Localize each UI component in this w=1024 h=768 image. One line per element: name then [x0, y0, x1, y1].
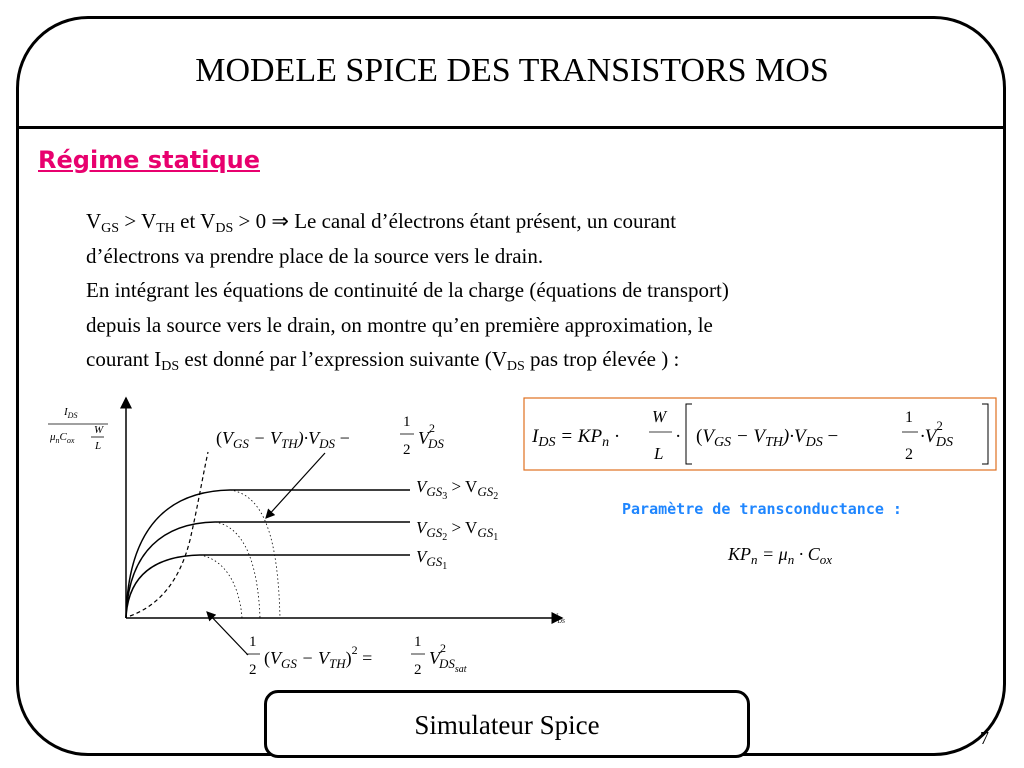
- svg-text:(VGS − VTH)2 =: $(V_{GS} - V_{TH})^2$ =: [264, 643, 373, 671]
- svg-text:IDS: $I_{DS}$: [64, 406, 78, 420]
- equation-linear-region: [216, 414, 444, 458]
- paragraph-line-1: $V_{GS} > V_{TH}$ et $V_{DS} > 0$ ⇒ Le canal d’électrons étant présent, un courant: [86, 209, 677, 236]
- svg-text:·V2DS: $\cdot V^2$ DS: [920, 418, 953, 450]
- paragraph-line-3: En intégrant les équations de continuité de la charge (équations de transport): [86, 278, 729, 302]
- svg-text:2: 2: [403, 442, 411, 458]
- svg-text:·: ·: [675, 426, 682, 447]
- svg-text:L: L: [654, 444, 664, 463]
- curve-vgs2: [126, 522, 410, 618]
- svg-text:2: 2: [905, 446, 913, 463]
- x-axis-label: $V_{DS}$: [552, 612, 565, 625]
- parabola-vgs3: [230, 490, 280, 618]
- svg-text:1: 1: [403, 414, 411, 430]
- paragraph-line-2: d’électrons va prendre place de la source vers le drain.: [86, 243, 544, 268]
- svg-text:μnCox: $\mu_nC_{ox}$: [50, 431, 75, 445]
- svg-text:V2DSsat: $V^2$ $DS_{sat}$: [429, 641, 467, 675]
- svg-text:VGS1: $V_{GS}1$: [416, 547, 448, 572]
- slide-title: MODELE SPICE DES TRANSISTORS MOS: [195, 52, 829, 89]
- y-axis-label: [48, 406, 108, 452]
- saturation-boundary: [130, 452, 208, 616]
- equation-saturation: [246, 634, 467, 678]
- paragraph-line-5: courant $I_{DS}$ est donné par l’expression suivante ($V_{DS}$ pas trop élevée ) :: [86, 347, 680, 374]
- svg-text:2: 2: [249, 662, 257, 678]
- svg-text:L: L: [95, 440, 102, 452]
- transconductance-label: Paramètre de transconductance :: [622, 500, 902, 518]
- svg-text:IDS = KPn ·: $I_{DS} = KP_n$ ·: [532, 426, 621, 450]
- kp-formula: [727, 544, 832, 567]
- svg-text:V2DS: $V^2$ DS: [418, 421, 444, 451]
- curve-labels: [416, 477, 498, 572]
- svg-text:VGS3 > VGS2: $V_{GS}3 > V_{GS}2$: [416, 477, 499, 502]
- page-number: 7: [980, 728, 989, 748]
- section-heading: Régime statique: [38, 146, 260, 174]
- svg-text:(VGS − VTH)·VDS −: $(V_{GS} - V_{TH})\cdot V_{DS}$ −: [696, 426, 839, 450]
- svg-text:KPn = μn · Cox: $KP_n = \mu_n \cdot C_{ox}$: [728, 544, 832, 567]
- svg-text:VGS2 > VGS1: $V_{GS}2 > V_{GS}1$: [416, 518, 499, 543]
- svg-text:(VGS − VTH)·VDS −: $(V_{GS} - V_{TH})\cdot V_{DS}$ −: [216, 428, 350, 451]
- curve-vgs3: [126, 490, 410, 618]
- paragraph-line-4: depuis la source vers le drain, on montre qu’en première approximation, le: [86, 312, 713, 337]
- parabola-vgs2: [215, 522, 260, 618]
- svg-text:2: 2: [414, 662, 422, 678]
- svg-text:W: W: [94, 424, 104, 436]
- svg-text:1: 1: [414, 634, 422, 650]
- svg-text:1: 1: [905, 409, 913, 426]
- parabola-vgs1: [200, 555, 242, 618]
- arrow-linear: [266, 453, 325, 518]
- footer-title: Simulateur Spice: [414, 710, 600, 740]
- ids-formula: [531, 404, 988, 464]
- svg-text:1: 1: [249, 634, 257, 650]
- svg-text:W: W: [652, 407, 667, 426]
